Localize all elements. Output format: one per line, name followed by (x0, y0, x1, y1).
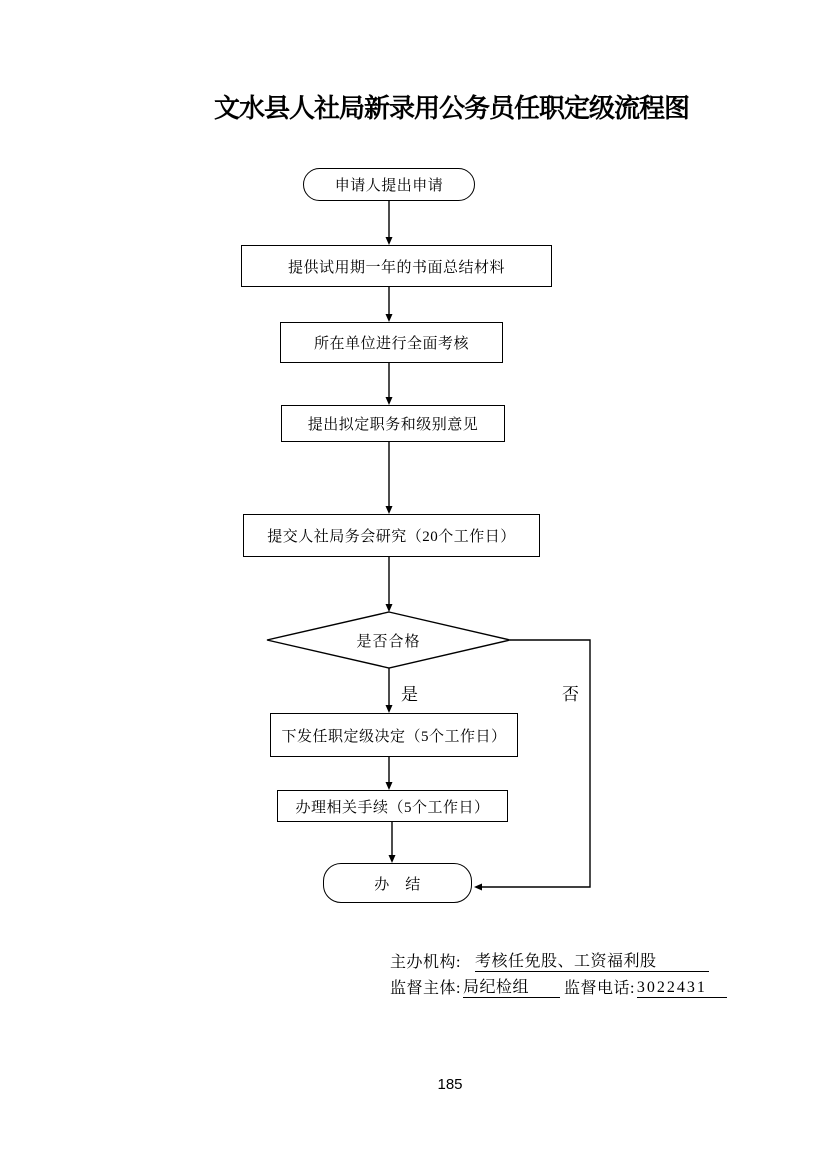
flow-node-end (323, 863, 472, 903)
flow-node-bureau-review-label: 提交人社局务会研究（20个工作日） (267, 529, 516, 545)
flow-node-proposed-grade (281, 405, 505, 442)
arrowhead-step4 (386, 506, 393, 514)
arrowhead-step5 (386, 705, 393, 713)
flow-node-issue-decision (270, 713, 518, 757)
arrowhead-step6 (386, 782, 393, 790)
arrow-decision-no-path (481, 640, 590, 887)
flow-node-bureau-review (243, 514, 540, 557)
page-number: 185 (437, 1076, 463, 1093)
arrowhead-step1 (386, 237, 393, 245)
phone-value: 3022431 (637, 979, 727, 998)
flow-node-start-label: 申请人提出申请 (334, 178, 444, 194)
flow-node-decision-label: 是否合格 (356, 633, 421, 650)
flow-node-unit-assessment (280, 322, 503, 363)
flow-node-issue-decision-label: 下发任职定级决定（5个工作日） (281, 728, 507, 745)
arrowhead-step2 (386, 314, 393, 322)
flow-node-procedures (277, 790, 508, 822)
organizer-value: 考核任免股、工资福利股 (475, 948, 709, 972)
supervisor-label: 监督主体: (390, 980, 461, 997)
flow-node-decision (267, 612, 510, 668)
footer-info (390, 946, 727, 998)
footer-organizer-row (390, 946, 727, 972)
edge-label-no: 否 (562, 685, 579, 704)
edge-label-yes: 是 (401, 685, 418, 704)
flow-node-proposed-grade-label: 提出拟定职务和级别意见 (307, 417, 479, 433)
phone-label: 监督电话: (563, 980, 635, 997)
page-title: 文水县人社局新录用公务员任职定级流程图 (214, 93, 690, 123)
arrowhead-decision (386, 604, 393, 612)
flow-node-end-label: 办 结 (374, 876, 421, 893)
flow-node-procedures-label: 办理相关手续（5个工作日） (295, 799, 490, 816)
flow-node-unit-assessment-label: 所在单位进行全面考核 (313, 336, 469, 352)
arrowhead-end-top (389, 855, 396, 863)
arrowhead-step3 (386, 397, 393, 405)
footer-supervisor-row (390, 972, 727, 998)
flow-node-summary-materials (241, 245, 552, 287)
supervisor-value: 局纪检组 (463, 974, 560, 998)
flow-node-start (303, 168, 475, 201)
flow-node-summary-materials-label: 提供试用期一年的书面总结材料 (287, 259, 505, 276)
arrowhead-end-right (474, 884, 482, 891)
organizer-label: 主办机构: (390, 954, 461, 971)
